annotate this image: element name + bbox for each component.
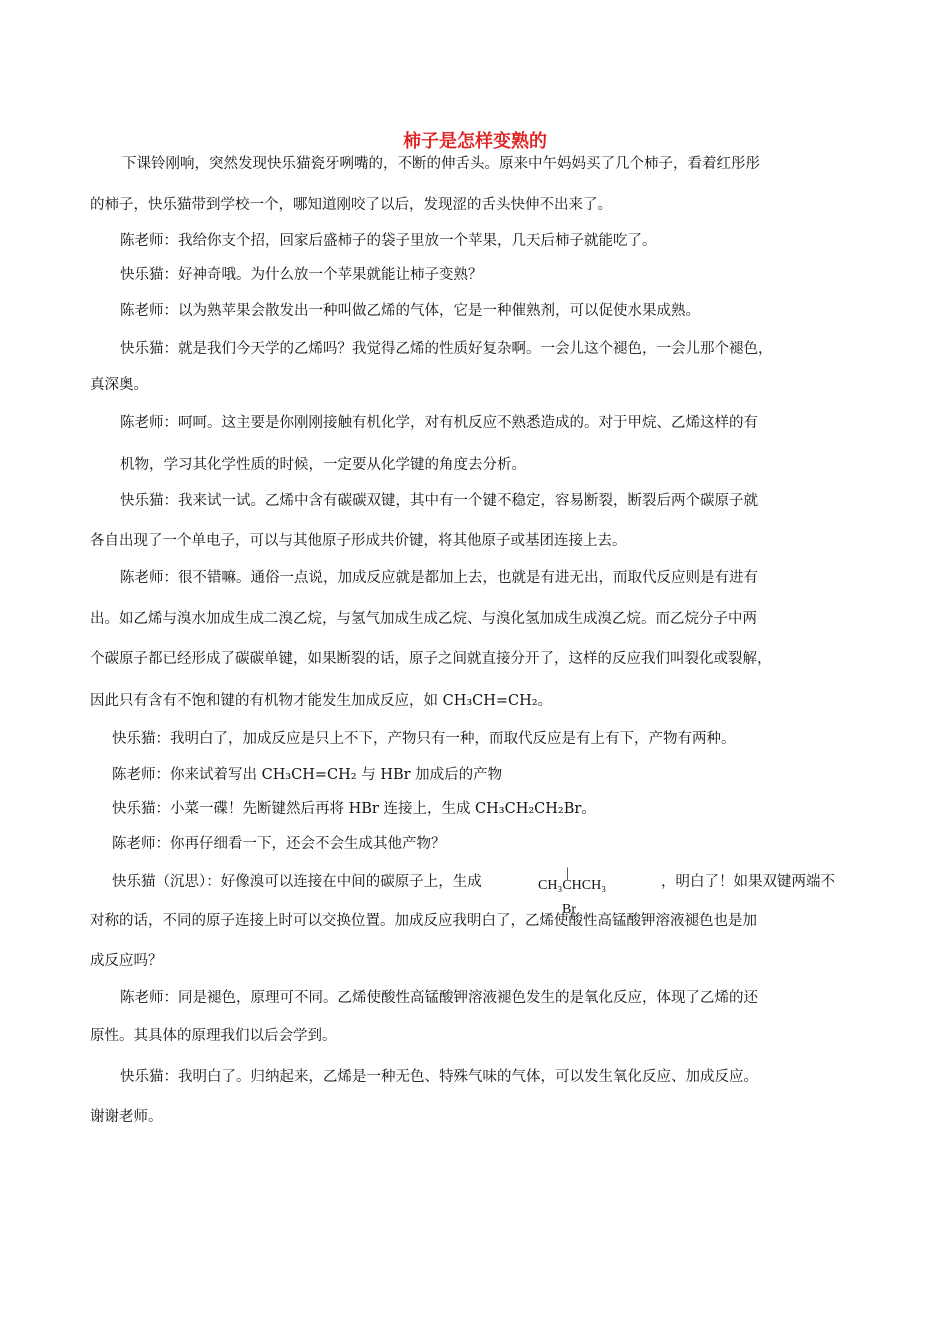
paragraph-line: 成反应吗？ <box>90 953 163 969</box>
paragraph-line: 对称的话，不同的原子连接上时可以交换位置。加成反应我明白了，乙烯使酸性高锰酸钾溶液褪色也是加 <box>90 913 757 929</box>
paragraph-line: 机物，学习其化学性质的时候，一定要从化学键的角度去分析。 <box>120 457 526 473</box>
paragraph-line: ，明白了！如果双键两端不 <box>661 874 835 890</box>
paragraph-line: 快乐猫：好神奇哦。为什么放一个苹果就能让柿子变熟？ <box>120 267 483 283</box>
document-title: 柿子是怎样变熟的 <box>403 131 547 152</box>
paragraph-line: 真深奥。 <box>90 377 148 393</box>
paragraph-line: 陈老师：我给你支个招，回家后盛柿子的袋子里放一个苹果，几天后柿子就能吃了。 <box>120 233 657 249</box>
paragraph-line: 因此只有含有不饱和键的有机物才能发生加成反应，如 CH₃CH=CH₂。 <box>90 693 553 709</box>
formula-bond: | <box>566 866 569 881</box>
paragraph-line: 谢谢老师。 <box>90 1109 163 1125</box>
paragraph-line: 各自出现了一个单电子，可以与其他原子形成共价键，将其他原子或基团连接上去。 <box>90 533 627 549</box>
paragraph-line: 原性。其具体的原理我们以后会学到。 <box>90 1028 337 1044</box>
paragraph-line: 陈老师：很不错嘛。通俗一点说，加成反应就是都加上去，也就是有进无出，而取代反应则是有进有 <box>120 570 758 586</box>
paragraph-line: 陈老师：呵呵。这主要是你刚刚接触有机化学，对有机反应不熟悉造成的。对于甲烷、乙烯这样的有 <box>120 415 758 431</box>
paragraph-line: 快乐猫：我明白了。归纳起来，乙烯是一种无色、特殊气味的气体，可以发生氧化反应、加成反应。 <box>120 1069 758 1085</box>
paragraph-line: 快乐猫：小菜一碟！先断键然后再将 HBr 连接上，生成 CH₃CH₂CH₂Br。 <box>112 801 596 817</box>
paragraph-line: 个碳原子都已经形成了碳碳单键，如果断裂的话，原子之间就直接分开了，这样的反应我们叫裂化或裂解， <box>90 651 772 667</box>
formula-substituent: Br <box>562 902 576 917</box>
paragraph-line: 陈老师：你来试着写出 CH₃CH=CH₂ 与 HBr 加成后的产物 <box>112 767 503 783</box>
paragraph-line: 快乐猫（沉思）：好像溴可以连接在中间的碳原子上，生成 <box>112 874 482 890</box>
paragraph-line: 快乐猫：我来试一试。乙烯中含有碳碳双键，其中有一个键不稳定，容易断裂，断裂后两个碳原子就 <box>120 493 758 509</box>
paragraph-line: 快乐猫：就是我们今天学的乙烯吗？我觉得乙烯的性质好复杂啊。一会儿这个褪色，一会儿那个褪色， <box>120 341 773 357</box>
paragraph-line: 的柿子，快乐猫带到学校一个，哪知道刚咬了以后，发现涩的舌头快伸不出来了。 <box>90 197 612 213</box>
paragraph-line: 下课铃刚响，突然发现快乐猫瓷牙咧嘴的，不断的伸舌头。原来中午妈妈买了几个柿子，看着红彤彤 <box>122 156 760 172</box>
paragraph-line: 快乐猫：我明白了，加成反应是只上不下，产物只有一种，而取代反应是有上有下，产物有两种。 <box>112 731 736 747</box>
paragraph-line: 陈老师：以为熟苹果会散发出一种叫做乙烯的气体，它是一种催熟剂，可以促使水果成熟。 <box>120 303 700 319</box>
paragraph-line: 陈老师：你再仔细看一下，还会不会生成其他产物？ <box>112 836 446 852</box>
paragraph-line: 出。如乙烯与溴水加成生成二溴乙烷，与氢气加成生成乙烷、与溴化氢加成生成溴乙烷。而乙烷分子中两 <box>90 611 757 627</box>
formula-main-chain: CH₃CHCH₃ <box>538 878 607 893</box>
paragraph-line: 陈老师：同是褪色，原理可不同。乙烯使酸性高锰酸钾溶液褪色发生的是氧化反应，体现了乙烯的还 <box>120 990 758 1006</box>
